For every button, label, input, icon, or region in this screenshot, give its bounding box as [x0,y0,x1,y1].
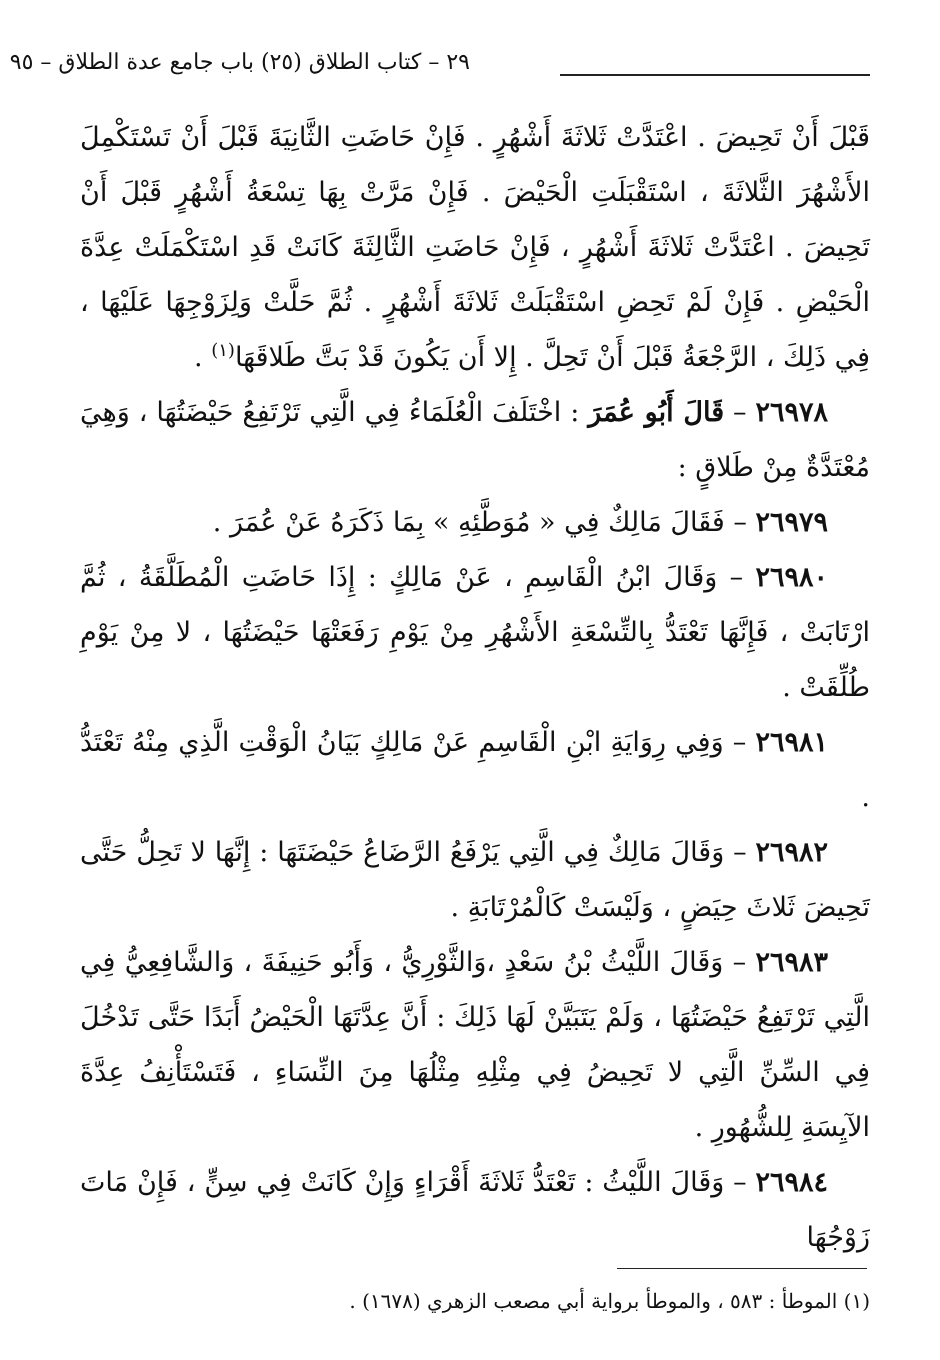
entry-dash: – [724,1167,756,1198]
entry-number: ٢٦٩٧٩ [755,507,828,538]
header-rule [560,74,870,76]
numbered-paragraph [80,495,870,550]
numbered-paragraph [80,550,870,715]
main-text [80,110,870,1265]
paragraph-text: وَفِي رِوَايَةِ ابْنِ الْقَاسِمِ عَنْ مَالِكٍ بَيَانُ الْوَقْتِ الَّذِي مِنْهُ تَعْتَدُّ . [80,727,870,813]
numbered-paragraph [80,1155,870,1265]
paragraph-text: وَقَالَ مَالِكٌ فِي الَّتِي يَرْفَعُ الرَّضَاعُ حَيْضَتَهَا : إِنَّهَا لا تَحِلُّ حَتَّى تَحِيضَ ثَلاثَ حِيَضٍ ، وَلَيْسَتْ كَالْمُرْتَابَةِ . [80,837,870,923]
footnote: (١) الموطأ : ٥٨٣ ، والموطأ برواية أبي مصعب الزهري (١٦٧٨) . [349,1289,870,1313]
entry-number: ٢٦٩٨٢ [755,837,828,868]
numbered-paragraph [80,385,870,495]
paragraph-text: وَقَالَ اللَّيْثُ بْنُ سَعْدٍ ،وَالثَّوْرِيُّ ، وَأَبُو حَنِيفَةَ ، وَالشَّافِعِيُّ فِي الَّتِي تَرْتَفِعُ حَيْضَتُهَا ، وَلَمْ يَتَبَيَّنْ لَهَا ذَلِكَ : أَنَّ عِدَّتَهَا الْحَيْضُ أَبَدًا حَتَّى تَدْخُلَ فِي السِّنِّ الَّتِي لا تَحِيضُ فِي مِثْلِهِ مِثْلُهَا مِنَ النِّسَاءِ ، فَتَسْتَأْنِفُ عِدَّةَ الآيِسَةِ لِلشُّهُورِ . [80,947,870,1143]
paragraph-tail: . [194,342,212,373]
entry-number: ٢٦٩٨٣ [755,947,828,978]
numbered-paragraph [80,715,870,825]
entry-dash: – [723,947,756,978]
entry-dash: – [724,837,756,868]
entry-dash: – [717,562,756,593]
paragraph-text: وَقَالَ اللَّيْثُ : تَعْتَدُّ ثَلاثَةَ أَقْرَاءٍ وَإِنْ كَانَتْ فِي سِنٍّ ، فَإِنْ مَاتَ زَوْجُهَا [80,1167,870,1253]
entry-number: ٢٦٩٨٠ [755,562,828,593]
running-header [9,48,870,88]
header-title: ٢٩ – كتاب الطلاق (٢٥) باب جامع عدة الطلاق – ٩٥ [9,50,470,75]
paragraph-text: : اخْتَلَفَ الْعُلَمَاءُ فِي الَّتِي تَرْتَفِعُ حَيْضَتُهَا ، وَهِيَ مُعْتَدَّةٌ مِنْ طَلاقٍ : [80,397,870,483]
entry-dash: – [724,507,756,538]
entry-dash: – [724,397,756,428]
entry-number: ٢٦٩٨١ [755,727,828,758]
entry-dash: – [723,727,756,758]
paragraph-text: فَقَالَ مَالِكٌ فِي « مُوَطَّئِهِ » بِمَا ذَكَرَهُ عَنْ عُمَرَ . [212,507,725,538]
numbered-paragraph [80,825,870,935]
footnote-rule [617,1268,867,1269]
paragraph-text: قَبْلَ أَنْ تَحِيضَ . اعْتَدَّتْ ثَلاثَةَ أَشْهُرٍ . فَإِنْ حَاضَتِ الثَّانِيَةَ قَبْلَ أَنْ تَسْتَكْمِلَ الأَشْهُرَ الثَّلاثَةَ ، اسْتَقْبَلَتِ الْحَيْضَ . فَإِنْ مَرَّتْ بِهَا تِسْعَةُ أَشْهُرٍ قَبْلَ أَنْ تَحِيضَ . اعْتَدَّتْ ثَلاثَةَ أَشْهُرٍ ، فَإِنْ حَاضَتِ الثَّالِثَةَ كَانَتْ قَدِ اسْتَكْمَلَتْ عِدَّةَ الْحَيْضِ . فَإِنْ لَمْ تَحِضِ اسْتَقْبَلَتْ ثَلاثَةَ أَشْهُرٍ . ثُمَّ حَلَّتْ وَلِزَوْجِهَا عَلَيْهَا ، فِي ذَلِكَ ، الرَّجْعَةُ قَبْلَ أَنْ تَحِلَّ . إِلا أَن يَكُونَ قَدْ بَتَّ طَلاقَهَا [80,122,870,373]
speaker-name: قَالَ أَبُو عُمَرَ [588,397,725,428]
numbered-paragraph [80,935,870,1155]
paragraph-text: وَقَالَ ابْنُ الْقَاسِمِ ، عَنْ مَالِكٍ : إِذَا حَاضَتِ الْمُطَلَّقَةُ ، ثُمَّ ارْتَابَتْ ، فَإِنَّهَا تَعْتَدُّ بِالتِّسْعَةِ الأَشْهُرِ مِنْ يَوْمِ رَفَعَتْهَا حَيْضَتُهَا ، لا مِنْ يَوْمِ طُلِّقَتْ . [80,562,870,703]
footnote-reference: (١) [211,340,235,361]
entry-number: ٢٦٩٧٨ [755,397,828,428]
paragraph [80,110,870,385]
entry-number: ٢٦٩٨٤ [755,1167,829,1198]
